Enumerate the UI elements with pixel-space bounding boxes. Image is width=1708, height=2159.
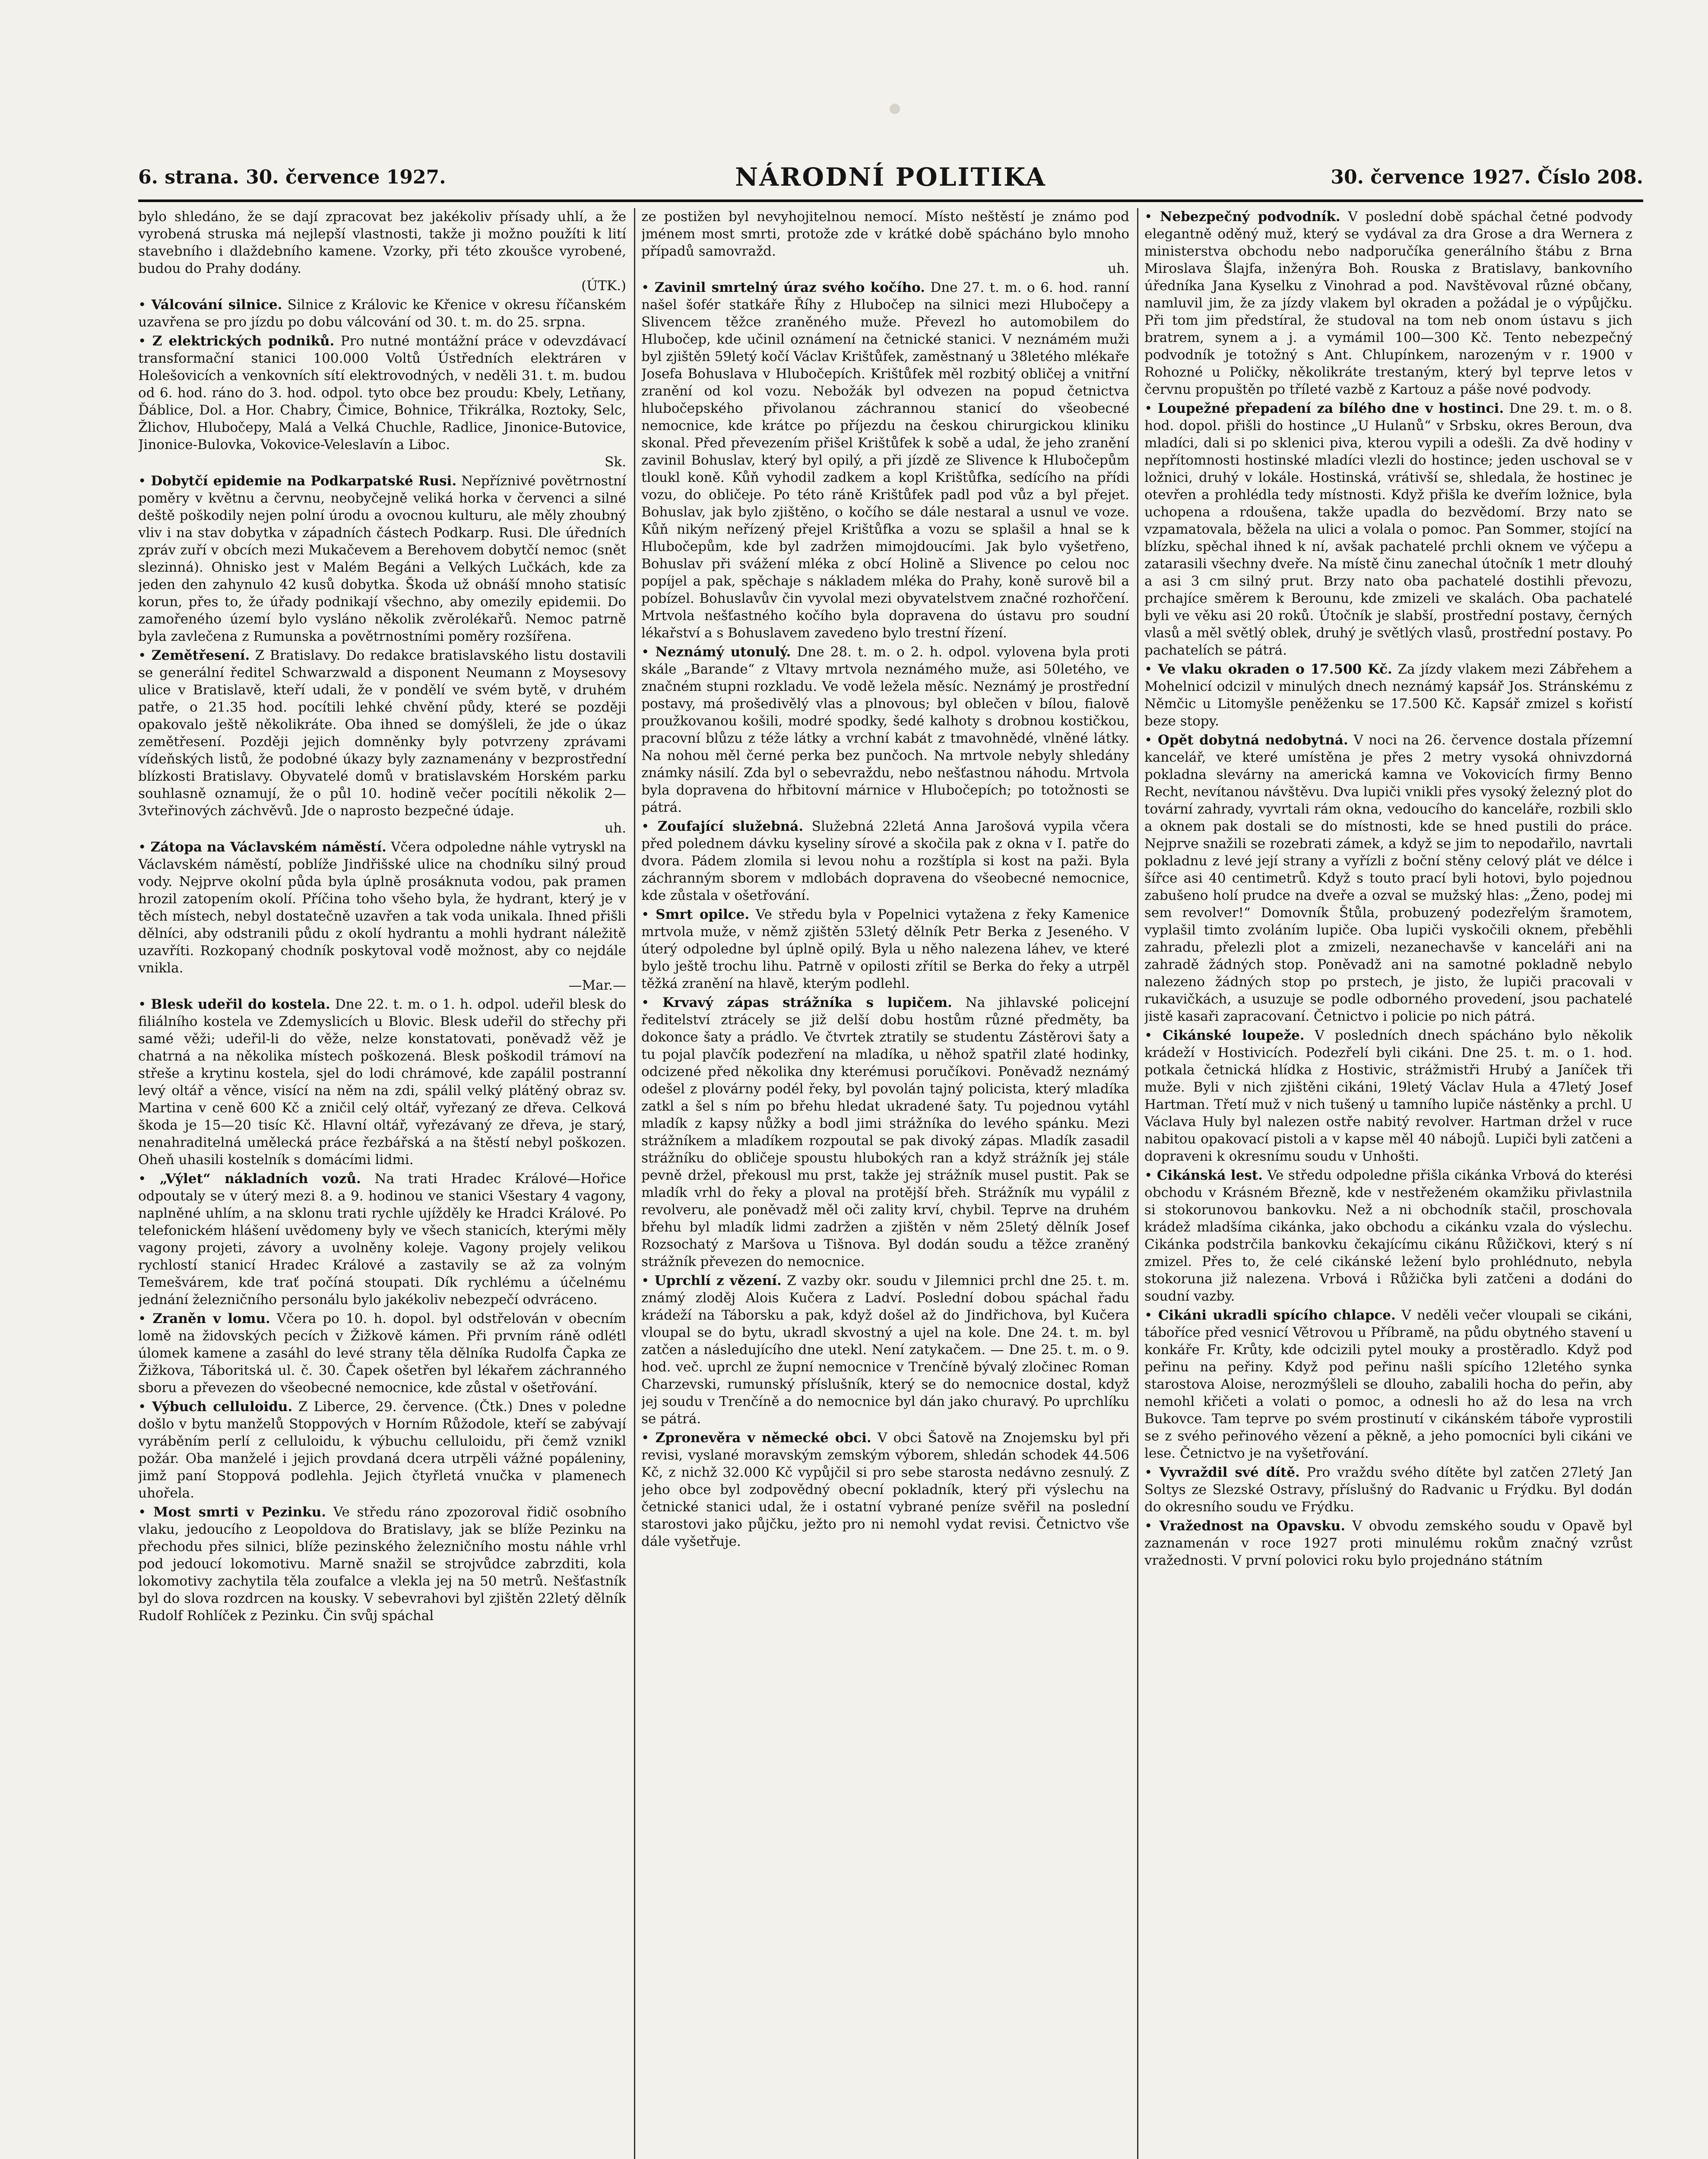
article-headline: Zátopa na Václavském náměstí.	[150, 839, 387, 855]
article-text: Dne 28. t. m. o 2. h. odpol. vylovena byla proti skále „Barande“ z Vltavy mrtvola neznámého muže, asi 50letého, ve značném stupni rozkladu. Ve vodě ležela měsíc. Neznámý je prostřední postavy, má prošedivělý vlas a plnovous; byl oblečen v bílou, fialově proužkovanou košili, modré spodky, šedé kalhoty s drobnou kostičkou, pracovní blůzu z téže látky a vrchní kabát z tmavohnědé, vlněné látky. Na nohou měl černé perka bez punčoch. Na mrtvole nebyly shledány známky násilí. Zda byl o sebevraždu, nebo nešťastnou náhodu. Mrtvola byla dopravena do hřbitovní márnice v Hlubočepích; po totožnosti se pátrá.	[641, 644, 1129, 815]
article-text: Pro vraždu svého dítěte byl zatčen 27letý Jan Soltys ze Slezské Ostravy, příslušný do Radvanic u Frýdku. Byl dodán do okresního soudu ve Frýdku.	[1144, 1465, 1632, 1515]
article-body	[138, 1170, 626, 1308]
article-headline: Zemětřesení.	[151, 648, 250, 663]
article-body	[138, 996, 626, 1168]
article	[138, 1504, 626, 1624]
article-signature: —Mar.—	[568, 978, 626, 993]
article-body	[1144, 1167, 1632, 1305]
article	[1144, 1517, 1632, 1569]
article-signature: uh.	[1108, 261, 1129, 276]
article-body	[641, 643, 1129, 816]
article-headline: Cikáni ukradli spícího chlapce.	[1158, 1307, 1396, 1323]
article-body	[138, 1504, 626, 1624]
article-headline: Uprchlí z vězení.	[654, 1273, 782, 1288]
article-headline: Cikánská lest.	[1157, 1168, 1263, 1183]
article-body	[641, 906, 1129, 992]
article-text: Na trati Hradec Králové—Hořice odpoutaly se v úterý mezi 8. a 9. hodinou ve stanici Všestary 4 vagony, naplněné uhlím, a na sklonu trati rychle ujížděly ke Hradci Králové. Po telefonickém hlášení uvědomeny byly ve všech stanicích, kterými měly vagony projeti, závory a uvolněny koleje. Vagony projely velikou rychlostí stanicí Hradec Králové a zastavily se až za volným Temešvárem, kde trať počíná stoupati. Dík rychlému a účelnému jednání železničního personálu bylo jakékoliv nebezpečí odvráceno.	[138, 1171, 626, 1307]
article-headline: Zraněn v lomu.	[152, 1311, 270, 1326]
article-text: V neděli večer vloupali se cikáni, táboříce před vesnicí Větrovou u Příbramě, na půdu obytného stavení u konkáře Fr. Krůty, kde odcizili pytel mouky a prostěradlo. Když pod peřinu na peřiny. Když pod peřinu našli spícího 12letého synka starostova Aloise, nerozmýšleli se dlouho, zabalili hocha do peřin, aby nemohl křičeti a volati o pomoc, a odnesli ho až do lesa na vrch Bukovce. Tam teprve po svém prostinutí v cikánském táboře vyprostili se z svého peřinového vězení a pěkně, a jeho pomocníci byli cikáni ve lese. Četnictvo je na vyšetřování.	[1144, 1307, 1632, 1461]
article-text: bylo shledáno, že se dají zpracovat bez jakékoliv přísady uhlí, a že vyrobená struska má nejlepší vlastnosti, takže ji možno použíti k lití stavebního i dlaždebního kamene. Vzorky, při této zkoušce vyrobené, budou do Prahy dodány.	[138, 209, 626, 276]
article	[641, 1429, 1129, 1550]
column-2	[641, 208, 1129, 2159]
column-1	[138, 208, 626, 2159]
article-text: Dne 29. t. m. o 8. hod. dopol. přišli do hostince „U Hulanů“ v Srbsku, okres Beroun, dva mladíci, dali si po sklenici piva, kterou vypili a odešli. Za dvě hodiny v nepřítomnosti hostinské mladíci vlezli do hostince; jeden uschoval se v ložnici, druhý v lokále. Hostinská, vrátivší se, shledala, že hostinec je otevřen a prohlédla tedy místnosti. Když přišla ke dveřím ložnice, byla uchopena a rdoušena, takže upadla do bezvědomí. Brzy nato se vzpamatovala, běžela na ulici a volala o pomoc. Pan Sommer, stojící na blízku, spěchal ihned k ní, avšak pachatelé prchli oknem ve výčepu a zatarasili všechny dveře. Na místě činu zanechal útočník 1 metr dlouhý a asi 3 cm silný prut. Brzy nato oba pachatelé dostihli převozu, prchajíce směrem k Berounu, kde zmizeli ve skalách. Oba pachatelé byli ve věku asi 20 roků. Útočník je slabší, prostřední postavy, černých vlasů a měl světlý oblek, druhý je světlých vlasů, prostřední postavy. Po pachatelích se pátrá.	[1144, 401, 1632, 658]
article	[641, 906, 1129, 992]
article-signature: Sk.	[605, 454, 626, 470]
article	[1144, 208, 1632, 398]
column-3	[1144, 208, 1632, 2159]
article	[138, 996, 626, 1168]
article-headline: Ve vlaku okraden o 17.500 Kč.	[1158, 662, 1392, 677]
article-text: Z Bratislavy. Do redakce bratislavského listu dostavili se generální ředitel Schwarzwald a disponent Neumann z Moysesovy ulice v Bratislavě, kteří udali, že v pondělí ve svém bytě, v druhém patře, o 21.35 hod. pocítili lehké chvění půdy, které se později opakovalo ještě několikráte. Oba ihned se domýšleli, že jde o úkaz zemětřesení. Později jejich domněnky byly potvrzeny zprávami vídeňských listů, že podobné úkazy byly zaznamenány v bezprostřední blízkosti Bratislavy. Obyvatelé domů v bratislavském Horském parku souhlasně oznamují, že o půl 10. hodině večer pocítili několik 2—3vteřinových záchvěvů. Jde o naprosto bezpečné údaje.	[138, 648, 626, 819]
article-text: V posledních dnech spácháno bylo několik krádeží v Hostivicích. Podezřelí byli cikáni. Dne 25. t. m. o 1. hod. potkala četnická hlídka z Hostivic, strážmistři Hrubý a Janíček tři muže. Byli v nich zjištěni cikáni, 19letý Václav Hula a 47letý Josef Hartman. Třetí muž v nich tušený u tamního lupiče nástěnky a prchl. U Václava Huly byl nalezen ostře nabitý revolver. Hartman držel v ruce nabitou opakovací pistoli a v kapse měl 40 nábojů. Lupiči byli zatčeni a dopraveni k okresnímu soudu v Unhošti.	[1144, 1028, 1632, 1164]
article-signature: uh.	[605, 820, 626, 836]
article	[1144, 1027, 1632, 1165]
article-body	[138, 647, 626, 820]
article-text: Nepříznivé povětrnostní poměry v květnu a červnu, neobyčejně veliká horka v červenci a silné deště poškodily nejen polní úrodu a ovocnou kulturu, ale měly zhoubný vliv i na stav dobytka v západních částech Podkarp. Rusi. Dle úředních zpráv zuří v obcích mezi Mukačevem a Berehovem dobytčí nemoc (snět slezinná). Ohnisko jest v Malém Begáni a Velkých Lučkách, kde za jeden den zahynulo 42 kusů dobytka. Škoda už obnáší mnoho statisíc korun, přes to, že úřady podnikají všechno, aby omezily epidemii. Do zamořeného území bylo vysláno několik zvěrolékařů. Nemoc patrně byla zavlečena z Rumunska a povětrnostními poměry rozšířena.	[138, 473, 626, 644]
article	[138, 1398, 626, 1502]
article-body	[1144, 1027, 1632, 1165]
paper-stain	[890, 104, 900, 114]
article-text: Ve středu ráno zpozoroval řidič osobního vlaku, jedoucího z Leopoldova do Bratislavy, jak se blíže Pezinku na přechodu přes silnici, blíže pezinského železničního mostu náhle vrhl pod jedoucí lokomotivu. Marně snažil se strojvůdce zabrzditi, kola lokomotivy zachytila těla zoufalce a vlekla jej na 50 metrů. Nešťastník byl do slova rozdrcen na kousky. V sebevrahovi byl zjištěn 22letý dělník Rudolf Rohlíček z Pezinku. Čin svůj spáchal	[138, 1504, 626, 1624]
article	[1144, 731, 1632, 1025]
columns	[138, 208, 1643, 2159]
article	[641, 994, 1129, 1270]
article-headline: Smrt opilce.	[656, 907, 750, 922]
article-text: V obvodu zemského soudu v Opavě byl zaznamenán v roce 1927 proti minulému rokům značný vzrůst vražednosti. V první polovici roku bylo projednáno státním	[1144, 1518, 1632, 1568]
article-body	[1144, 731, 1632, 1025]
article-text: Pro nutné montážní práce v odevzdávací transformační stanici 100.000 Voltů Ústředních elektráren v Holešovicích a venkovních sítí elektrovodných, v neděli 31. t. m. budou od 6. hod. ráno do 3. hod. odpol. tyto obce bez proudu: Kbely, Letňany, Ďáblice, Dol. a Hor. Chabry, Čimice, Bohnice, Třikrálka, Roztoky, Selc, Žlichov, Hlubočepy, Malá a Velká Chuchle, Radlice, Jinonice-Butovice, Jinonice-Bulovka, Vokovice-Veleslavín a Liboc.	[138, 333, 626, 453]
article-text: Za jízdy vlakem mezi Zábřehem a Mohelnicí odcizil v minulých dnech neznámý kapsář Jos. Stránskému z Němčic u Litomyšle peněženku se 17.500 Kč. Kapsář zmizel s kořistí beze stopy.	[1144, 662, 1632, 729]
article	[641, 818, 1129, 904]
article-body	[138, 296, 626, 331]
article-text: Silnice z Královic ke Křenice v okresu říčanském uzavřena se pro jízdu po dobu válcování od 30. t. m. do 25. srpna.	[138, 297, 626, 330]
article-body	[1144, 1464, 1632, 1516]
article-headline: Zoufající služebná.	[657, 819, 804, 834]
page-header	[138, 155, 1643, 199]
header-date-issue: 30. července 1927. Číslo 208.	[1331, 166, 1643, 188]
article-body	[1144, 661, 1632, 730]
article-body	[138, 472, 626, 645]
article-body	[1144, 208, 1632, 398]
article-text: V noci na 26. července dostala přízemní kancelář, ve které umístěna je přes 2 metry vysoká ohnivzdorná pokladna slevárny na americká kamna ve Vokovicích firmy Benno Recht, nevítanou návštěvu. Dva lupiči vnikli přes vysoký železný plot do tovární zahrady, vyvrtali rám okna, vedoucího do kanceláře, rozbili sklo a oknem pak dostali se do místnosti, kde se hned pustili do práce. Nejprve snažili se rozebrati zámek, a když se jim to nepodařilo, navrtali pokladnu z levé její strany a vyřízli z boční stěny celový plát ve délce i šířce asi 40 centimetrů. Když s touto prací byli hotovi, bylo pojednou zabušeno holí prudce na dveře a ozval se mužský hlas: „Ženo, podej mi sem revolver!“ Domovník Štůla, probuzený podezřelým šramotem, vyplašil timto zvoláním lupiče. Oba lupiči vyskočili oknem, přeběhli zahradu, přelezli plot a zmizeli, nezanechavše v kanceláři ani na zahradě žádných stop. Poněvadž ani na samotné pokladně nebylo nalezeno žádných stop po prstech, je jisto, že lupiči pracovali v rukavičkách, a usuzuje se podle odborného provedení, jsou pachatelé jistě kasaři zapracovaní. Četnictvo i policie po nich pátrá.	[1144, 732, 1632, 1024]
header-page-date: 6. strana. 30. července 1927.	[138, 166, 446, 188]
article-body	[138, 1310, 626, 1396]
article-text: Na jihlavské policejní ředitelství ztrácely se již delší dobu hostům různé předměty, ba dokonce šaty a prádlo. Ve čtvrtek ztratily se studentu Zástěrovi šaty a tu pojal plavčík podezření na mladíka, u něhož spatřil zlaté hodinky, odcizené před několika dny kterémusi poručíkovi. Poněvadž neznámý odešel z plovárny podél řeky, byl povolán tajný policista, který mladíka zatkl a šel s ním po břehu hledat ukradené šaty. Tu pojednou vytáhl mladík z kapsy nůžky a bodl jimi strážníka do levého spánku. Mezi strážníkem a mladíkem rozpoutal se pak divoký zápas. Mladík zasadil strážníku do obličeje spoustu hlubokých ran a když strážník jej stále pevně držel, překousl mu prst, takže jej strážník musel pustit. Pak se mladík vrhl do řeky a ploval na protější břeh. Strážník mu vypálil z revolveru, ale poněvadž měl oči zality krví, chybil. Teprve na druhém břehu byl mladík lidmi zadržen a zjištěn v něm 25letý dělník Josef Rozsochatý z Maršova u Tišnova. Byl dodán soudu a těžce zraněný strážník převezen do nemocnice.	[641, 995, 1129, 1269]
article-text: Ve středu odpoledne přišla cikánka Vrbová do kterési obchodu v Krásném Březně, kde v nestřeženém okamžiku přivlastnila si stokorunovou bankovku. Než a ni obchodník stačil, proschovala krádež mladšíma cikánka, jako obchodu a cikánku vzala do výslechu. Cikánka podstrčila bankovku čekajícímu cikánu Růžičkovi, který s ní zmizel. Přes to, že celé cikánské ležení bylo prohlédnuto, nebyla stokoruna již nalezena. Vrbová i Růžička byli zatčeni a dodáni do soudní vazby.	[1144, 1168, 1632, 1304]
article	[138, 647, 626, 837]
article	[641, 279, 1129, 642]
article-headline: Blesk udeřil do kostela.	[151, 997, 330, 1012]
article-body	[641, 279, 1129, 642]
article-headline: Válcování silnice.	[151, 297, 282, 313]
article-text: Ve středu byla v Popelnici vytažena z řeky Kamenice mrtvola muže, v němž zjištěn 53letý dělník Petr Berka z Jeseného. V úterý odpoledne byl úplně opilý. Byla u něho nalezena láhev, ve které bylo ještě trochu lihu. Patrně v opilosti zřítil se Berka do řeky a utrpěl těžká zranění na hlavě, kterým podlehl.	[641, 907, 1129, 991]
article	[138, 472, 626, 645]
article-text: Z vazby okr. soudu v Jilemnici prchl dne 25. t. m. známý zloděj Alois Kučera z Ladví. Poslední dobou spáchal řadu krádeží na Táborsku a pak, když došel až do Jindřichova, byl Kučera vloupal se do bytu, ukradl skvostný a ujel na kole. Dne 24. t. m. byl zatčen a následujícího dne utekl. Není zatykačem. — Dne 25. t. m. o 9. hod. več. uprchl ze župní nemocnice v Trenčíně bývalý zločinec Roman Charzevski, rumunský příslušník, který se do nemocnice dostal, když jej soudu v Trenčíně a do nemocnice byl dán jako churavý. Po uprchlíku se pátrá.	[641, 1273, 1129, 1427]
article	[1144, 1307, 1632, 1462]
article-body	[138, 1398, 626, 1502]
article	[138, 208, 626, 294]
article-headline: Vražednost na Opavsku.	[1159, 1518, 1346, 1534]
column-divider	[634, 208, 635, 2159]
article-body	[138, 332, 626, 453]
article-text: Z Liberce, 29. července. (Čtk.) Dnes v poledne došlo v bytu manželů Stoppových v Horním Růžodole, kteří se zabývají vyráběním perlí z celluloidu, k výbuchu celluloidu, při čemž vznikl požár. Oba manželé i jejich provdaná dcera utrpěli vážné popáleniny, jimž paní Stoppová podlehla. Jejich čtyřletá vnučka v plamenech uhořela.	[138, 1399, 626, 1501]
article	[138, 1310, 626, 1396]
article-headline: Z elektrických podniků.	[152, 333, 335, 349]
article-headline: Most smrti v Pezinku.	[153, 1504, 326, 1520]
article-text: Dne 27. t. m. o 6. hod. ranní našel šofér statkáře Říhy z Hlubočep na silnici mezi Hlubočepy a Slivencem těžce zraněného muže. Převezl ho automobilem do Hlubočep, kde učinil oznámení na četnické stanici. V neznámém muži byl zjištěn 59letý kočí Václav Krištůfek, zaměstnaný u 38letého mlékaře Josefa Bohuslava v Hlubočepích. Krištůfek měl rozbitý obličej a vnitřní zranění od kol vozu. Nebožák byl odvezen na popud četnictva hlubočepského přivolanou záchrannou stanicí do všeobecné nemocnice, kde krátce po příjezdu na českou chirurgickou kliniku skonal. Před převezením přišel Krištůfek k sobě a udal, že jeho zranění zavinil Bohuslav, který byl opilý, a při jízdě ze Slivence k Hlubočepům tloukl koně. Kůň vyhodil zadkem a kopl Krištůfka, sedícího na přídi vozu, do obličeje. Po této ráně Krištůfek padl pod vůz a byl přejet. Bohuslav, jak bylo zjištěno, o kočího se dále nestaral a usnul ve voze. Kůň nikým neřízený přejel Krištůfka a vozu se splašil a hnal se k Hlubočepům, kde byl zadržen mimojdoucími. Jak bylo vyšetřeno, Bohuslav při svážení mléka z obcí Holině a Slivence po celou noc popíjel a pak, spěchaje s nákladem mléka do Prahy, koně surově bil a pobízel. Bohuslavův čin vyvolal mezi obyvatelstvem značné rozhořčení. Mrtvola nešťastného kočího byla dopravena do ústavu pro soudní lékařství a s Bohuslavem zavedeno bylo trestní řízení.	[641, 280, 1129, 641]
article-body	[641, 994, 1129, 1270]
article	[1144, 1167, 1632, 1305]
article-text: V poslední době spáchal četné podvody elegantně oděný muž, který se vydával za dra Grose a dra Wernera z ministerstva obchodu nebo nadporučíka generálního štábu z Brna Miroslava Šlajfa, inženýra Boh. Rouska z Bratislavy, bankovního úředníka Jana Kyselku z Vinohrad a pod. Navštěvoval různé občany, namluvil jim, že za jízdy vlakem byl okraden a požádal je o výpůjčku. Při tom jim předstíral, že studoval na tom neb onom ústavu s jich bratrem, synem a j. a vymámil 100—300 Kč. Tento nebezpečný podvodník je totožný s Ant. Chlupínkem, narozeným v r. 1900 v Rohozné u Poličky, několikráte trestaným, který byl teprve letos v červnu propuštěn po tříleté vazbě z Kartouz a páše nové podvody.	[1144, 209, 1632, 397]
article-text: Včera po 10. h. dopol. byl odstřelován v obecním lomě na židovských pecích v Žižkově kámen. Při prvním ráně odlétl úlomek kamene a zasáhl do levé strany těla dělníka Rudolfa Čapka ze Žižkova, Táboritská ul. č. 30. Čapek ošetřen byl lékařem záchranného sboru a převezen do všeobecné nemocnice, kde zůstal v ošetřování.	[138, 1311, 626, 1396]
column-divider	[1137, 208, 1138, 2159]
article-headline: Neznámý utonulý.	[655, 644, 791, 660]
article-headline: Zpronevěra v německé obci.	[655, 1430, 871, 1446]
article-body	[641, 208, 1129, 260]
article-text: ze postižen byl nevyhojitelnou nemocí. Místo neštěstí je známo pod jménem most smrti, protože zde v krátké době spácháno bylo mnoho případů samovražd.	[641, 209, 1129, 259]
article-body	[138, 839, 626, 977]
article	[138, 839, 626, 994]
article-body	[641, 1429, 1129, 1550]
article	[1144, 400, 1632, 659]
article-text: Včera odpoledne náhle vytryskl na Václavském náměstí, poblíže Jindřišské ulice na chodníku silný proud vody. Nejprve okolní půda byla úplně prosáknuta vodou, pak pramen hrozil zatopením okolí. Příčina toho všeho byla, že hydrant, který je v těch místech, nebyl dostatečně uzavřen a tak voda unikala. Ihned přišli dělníci, aby odstranili půdu z okolí hydrantu a mohli hydrant náležitě uzavříti. Rozkopaný chodník poskytoval vodě možnost, aby co nejdále vnikla.	[138, 839, 626, 976]
article-headline: Výbuch celluloidu.	[152, 1399, 293, 1415]
article-headline: „Výlet“ nákladních vozů.	[159, 1171, 361, 1187]
masthead: NÁRODNÍ POLITIKA	[735, 162, 1046, 192]
article-body	[1144, 1517, 1632, 1569]
article	[138, 332, 626, 471]
header-rule	[138, 199, 1643, 202]
article-headline: Krvavý zápas strážníka s lupičem.	[662, 995, 952, 1010]
article-body	[641, 818, 1129, 904]
article-signature: (ÚTK.)	[581, 278, 626, 294]
article-body	[138, 208, 626, 277]
article	[1144, 661, 1632, 730]
article-text: Služebná 22letá Anna Jarošová vypila včera před polednem dávku kyseliny sírové a skočila pak z okna v I. patře do dvora. Pádem zlomila si levou nohu a rozštípla si kost na paži. Byla záchranným sborem v mdlobách dopravena do všeobecné nemocnice, kde zůstala v ošetřování.	[641, 819, 1129, 903]
article-headline: Opět dobytná nedobytná.	[1157, 732, 1348, 748]
article-body	[641, 1272, 1129, 1428]
article-headline: Zavinil smrtelný úraz svého kočího.	[654, 280, 925, 295]
article	[641, 643, 1129, 816]
article-headline: Dobytčí epidemie na Podkarpatské Rusi.	[151, 473, 457, 489]
article-headline: Cikánské loupeže.	[1163, 1028, 1305, 1043]
article	[641, 208, 1129, 277]
article	[138, 1170, 626, 1308]
article-headline: Loupežné přepadení za bílého dne v hostinci.	[1157, 401, 1504, 416]
article-text: Dne 22. t. m. o 1. h. odpol. udeřil blesk do filiálního kostela ve Zdemyslicích u Blovic. Blesk udeřil do střechy při samé věži; udeřil-li do věže, nelze konstatovati, poněvadž věž je chatrná a na několika místech poškozená. Blesk poškodil trámoví na střeše a krytinu kostela, sjel do lodi chrámové, kde zapálil postranní levý oltář a věnce, visící na něm na zdi, spálil velký plátěný obraz sv. Martina v ceně 600 Kč a zničil celý oltář, vyřezaný ze dřeva. Celková škoda je 15—20 tisíc Kč. Hlavní oltář, vyřezávaný ze dřeva, je starý, nenahraditelná umělecká práce řezbářská a na štěstí nebyl poškozen. Oheň uhasili kostelník s domácími lidmi.	[138, 997, 626, 1168]
article-body	[1144, 1307, 1632, 1462]
article	[641, 1272, 1129, 1428]
article	[1144, 1464, 1632, 1516]
article-text: V obci Šatově na Znojemsku byl při revisi, vyslané moravským zemským výborem, shledán schodek 44.506 Kč, z nichž 32.000 Kč vypůjčil si pro sebe starosta nedávno zesnulý. Z jeho obce byl zodpovědný obecní pokladník, který při výslechu na četnické stanici udal, že i ostatní vybrané peníze svěřil na poslední starostovi jako půjčku, ježto pro ni nemohl vydat revisi. Četnictvo vše dále vyšetřuje.	[641, 1430, 1129, 1549]
article	[138, 296, 626, 331]
article-headline: Vyvraždil své dítě.	[1159, 1465, 1300, 1480]
article-headline: Nebezpečný podvodník.	[1160, 209, 1340, 225]
article-body	[1144, 400, 1632, 659]
